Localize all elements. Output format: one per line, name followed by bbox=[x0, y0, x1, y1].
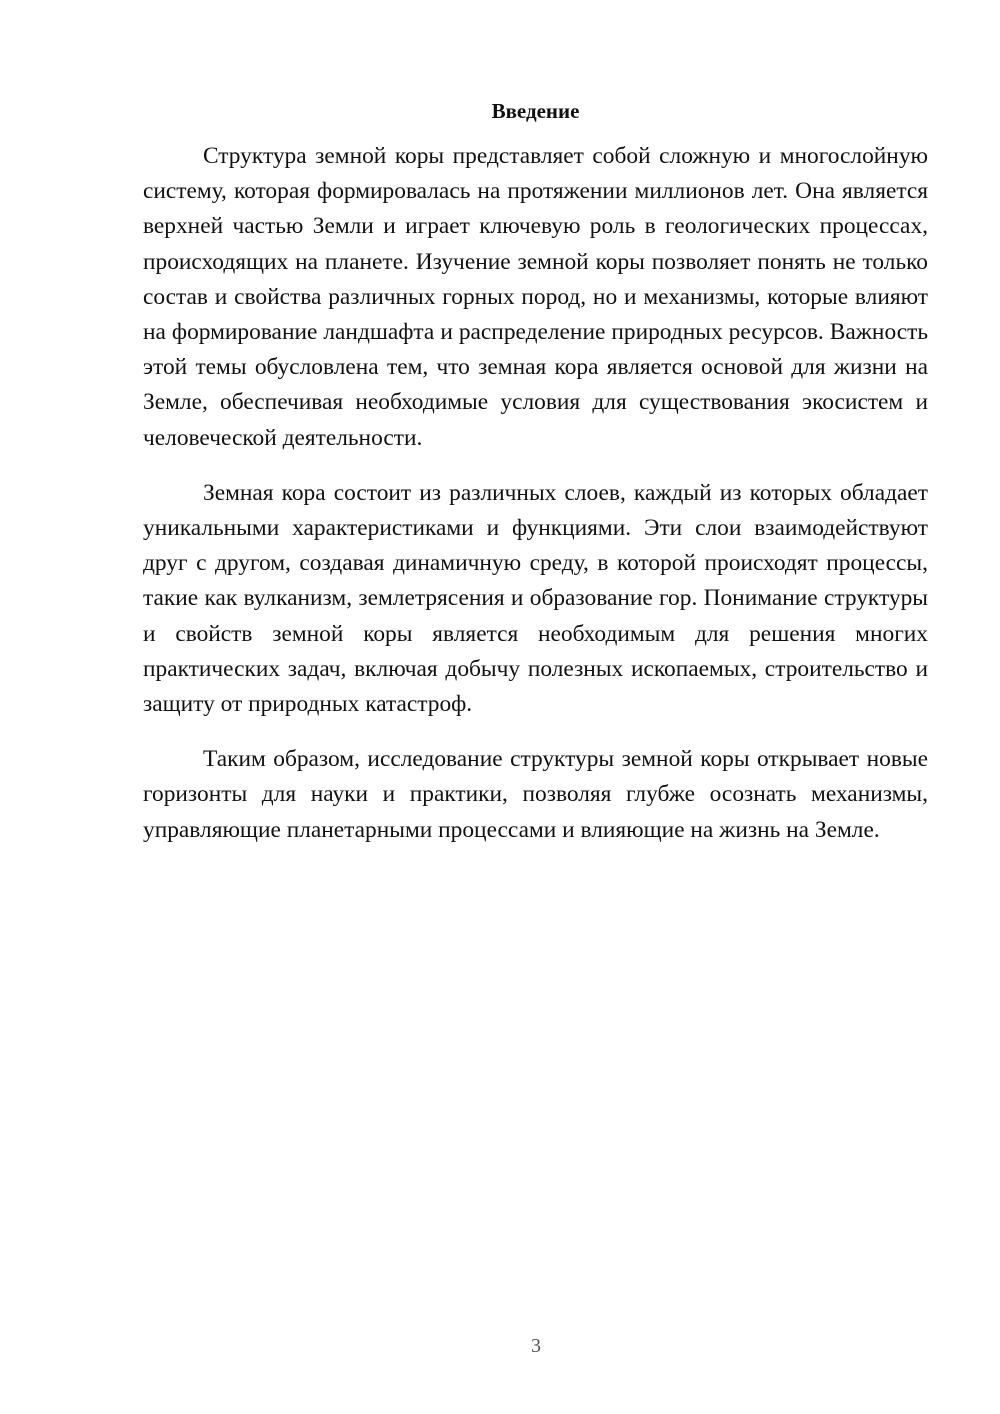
paragraph-2: Земная кора состоит из различных слоев, каждый из которых обладает уникальными характеристиками и функциями. Эти слои взаимодействуют друг с другом, создавая динамичную среду, в которой происходят процессы, такие как вулканизм, землетрясения и образование гор. Понимание структуры и свойств земной коры является необходимым для решения многих практических задач, включая добычу полезных ископаемых, строительство и защиту от природных катастроф. bbox=[143, 479, 928, 718]
paragraph-3: Таким образом, исследование структуры земной коры открывает новые горизонты для науки и практики, позволяя глубже осознать механизмы, управляющие планетарными процессами и влияющие на жизнь на Земле. bbox=[143, 746, 928, 843]
page-number: 3 bbox=[531, 1335, 541, 1357]
paragraph-1: Структура земной коры представляет собой сложную и многослойную систему, которая формировалась на протяжении миллионов лет. Она является верхней частью Земли и играет ключевую роль в геологических процессах, происходящих на планете. Изучение земной коры позволяет понять не только состав и свойства различных горных пород, но и механизмы, которые влияют на формирование ландшафта и распределение природных ресурсов. Важность этой темы обусловлена тем, что земная кора является основой для жизни на Земле, обеспечивая необходимые условия для существования экосистем и человеческой деятельности. bbox=[143, 143, 928, 451]
section-heading: Введение bbox=[491, 99, 580, 123]
page-content bbox=[143, 95, 928, 868]
